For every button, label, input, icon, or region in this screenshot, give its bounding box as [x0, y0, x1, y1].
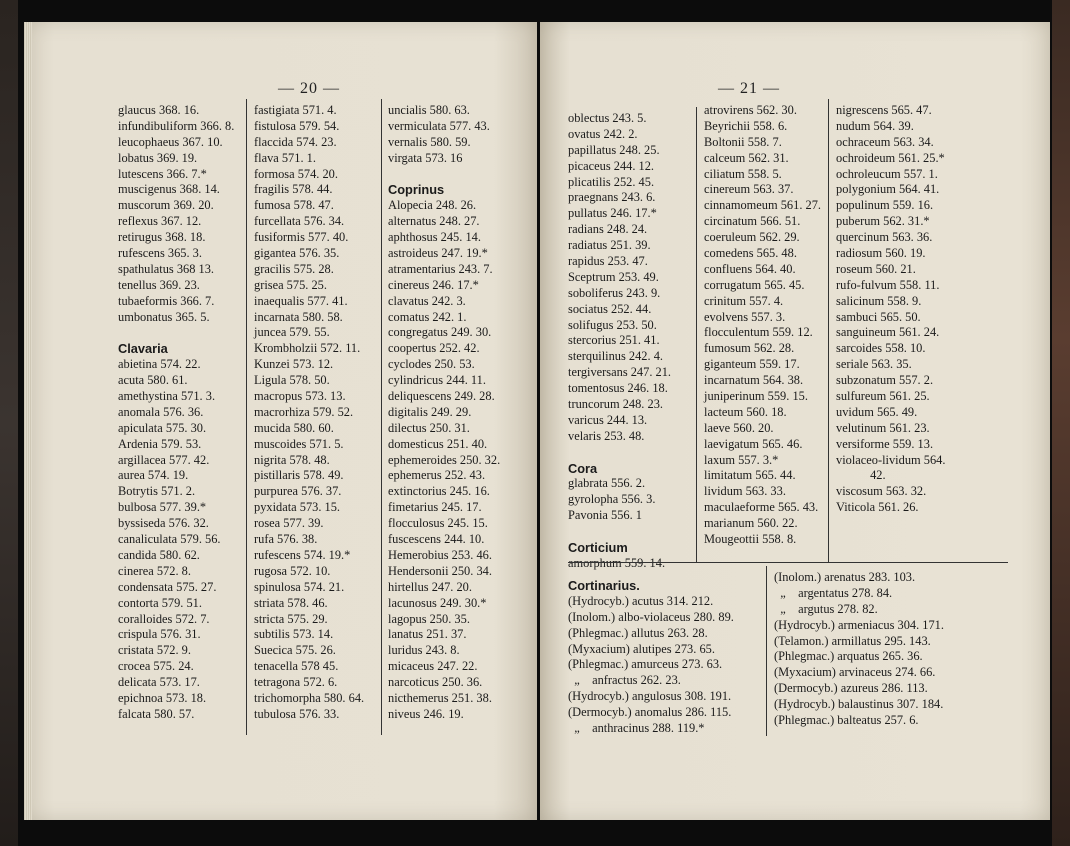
right-page-bottom-left-column — [568, 578, 734, 737]
index-entry: tubulosa 576. 33. — [254, 706, 340, 721]
index-entry: glabrata 556. 2. — [568, 476, 646, 491]
index-entry: „ argutus 278. 82. — [774, 601, 878, 616]
index-entry: delicata 573. 17. — [118, 675, 200, 690]
index-entry: nigrescens 565. 47. — [836, 103, 932, 117]
index-entry: vermiculata 577. 43. — [388, 118, 490, 133]
index-entry: apiculata 575. 30. — [118, 420, 207, 435]
index-entry: cinerea 572. 8. — [118, 563, 191, 578]
index-entry: domesticus 251. 40. — [388, 436, 488, 451]
index-entry: muscorum 369. 20. — [118, 198, 214, 213]
index-entry: violaceo-lividum 564. — [836, 452, 946, 467]
index-entry: varicus 244. 13. — [568, 412, 648, 427]
index-entry: lanatus 251. 37. — [388, 627, 467, 642]
index-entry: sanguineum 561. 24. — [836, 325, 940, 340]
index-entry: cinereum 563. 37. — [704, 182, 794, 197]
index-entry: lagopus 250. 35. — [388, 611, 470, 626]
index-entry: extinctorius 245. 16. — [388, 484, 490, 499]
index-entry: incarnata 580. 58. — [254, 309, 343, 324]
index-entry: seriale 563. 35. — [836, 357, 912, 372]
index-entry: quercinum 563. 36. — [836, 230, 933, 245]
index-entry: alternatus 248. 27. — [388, 214, 480, 229]
index-entry: ephemerus 252. 43. — [388, 468, 486, 483]
index-entry: (Hydrocyb.) balaustinus 307. 184. — [774, 697, 944, 712]
index-entry: plicatilis 252. 45. — [568, 174, 655, 189]
index-entry: Krombholzii 572. 11. — [254, 341, 361, 356]
index-entry: cinnamomeum 561. 27. — [704, 198, 822, 213]
blank-line — [568, 445, 671, 461]
index-entry: flocculentum 559. 12. — [704, 325, 813, 340]
index-entry: salicinum 558. 9. — [836, 293, 922, 308]
index-entry: sarcoides 558. 10. — [836, 341, 926, 356]
index-entry: pistillaris 578. 49. — [254, 468, 344, 483]
index-entry: tetragona 572. 6. — [254, 675, 338, 690]
genus-heading: Coprinus — [388, 182, 445, 198]
index-entry: fusiformis 577. 40. — [254, 230, 349, 245]
index-entry: (Dermocyb.) azureus 286. 113. — [774, 681, 928, 696]
index-entry: juncea 579. 55. — [254, 325, 330, 340]
index-entry: fragilis 578. 44. — [254, 182, 333, 197]
right-page-column-3 — [836, 103, 945, 516]
index-entry: dilectus 250. 31. — [388, 420, 470, 435]
index-entry: praegnans 243. 6. — [568, 190, 656, 205]
index-entry: luridus 243. 8. — [388, 643, 460, 658]
index-entry: spathulatus 368 13. — [118, 261, 215, 276]
index-entry: giganteum 559. 17. — [704, 357, 800, 372]
left-page-column-2 — [254, 103, 364, 723]
index-entry: Hendersonii 250. 34. — [388, 563, 492, 578]
index-entry: glaucus 368. 16. — [118, 103, 200, 117]
index-entry: soboliferus 243. 9. — [568, 285, 661, 300]
index-entry: rosea 577. 39. — [254, 516, 324, 531]
index-entry: vernalis 580. 59. — [388, 134, 471, 149]
index-entry: sociatus 252. 44. — [568, 301, 652, 316]
index-entry: incarnatum 564. 38. — [704, 373, 804, 388]
index-entry: abietina 574. 22. — [118, 357, 201, 372]
index-entry: macropus 573. 13. — [254, 389, 346, 404]
index-entry: tergiversans 247. 21. — [568, 365, 672, 380]
index-entry: lobatus 369. 19. — [118, 150, 198, 165]
index-entry: stercorius 251. 41. — [568, 333, 660, 348]
index-entry: rufo-fulvum 558. 11. — [836, 277, 940, 292]
index-entry: Kunzei 573. 12. — [254, 357, 334, 372]
index-entry: evolvens 557. 3. — [704, 309, 786, 324]
index-entry: striata 578. 46. — [254, 595, 328, 610]
index-entry: rufescens 574. 19.* — [254, 547, 351, 562]
column-divider — [381, 99, 382, 735]
index-entry: Viticola 561. 26. — [836, 500, 919, 515]
index-entry: flocculosus 245. 15. — [388, 516, 488, 531]
index-entry: sambuci 565. 50. — [836, 309, 921, 324]
index-entry: roseum 560. 21. — [836, 261, 916, 276]
book-cover-left — [0, 0, 18, 846]
index-entry: crinitum 557. 4. — [704, 293, 784, 308]
index-entry: „ anthracinus 288. 119.* — [568, 721, 705, 736]
index-entry: ovatus 242. 2. — [568, 126, 638, 141]
index-entry: micaceus 247. 22. — [388, 659, 478, 674]
index-entry: bulbosa 577. 39.* — [118, 500, 207, 515]
index-entry: pyxidata 573. 15. — [254, 500, 341, 515]
index-entry: purpurea 576. 37. — [254, 484, 342, 499]
index-entry: ciliatum 558. 5. — [704, 166, 782, 181]
index-entry: uvidum 565. 49. — [836, 404, 918, 419]
index-entry: ochraceum 563. 34. — [836, 134, 934, 149]
index-entry: hirtellus 247. 20. — [388, 579, 472, 594]
index-entry: maculaeforme 565. 43. — [704, 500, 819, 515]
index-entry: fumosum 562. 28. — [704, 341, 795, 356]
index-entry: limitatum 565. 44. — [704, 468, 796, 483]
index-entry: Ardenia 579. 53. — [118, 436, 202, 451]
index-entry: circinatum 566. 51. — [704, 214, 801, 229]
index-entry: picaceus 244. 12. — [568, 158, 655, 173]
index-entry: cristata 572. 9. — [118, 643, 191, 658]
index-entry: pullatus 246. 17.* — [568, 206, 657, 221]
index-entry: tenacella 578 45. — [254, 659, 339, 674]
index-entry: 42. — [836, 468, 886, 483]
index-entry: radiatus 251. 39. — [568, 238, 651, 253]
index-entry: fimetarius 245. 17. — [388, 500, 482, 515]
index-entry: anomala 576. 36. — [118, 404, 204, 419]
index-entry: solifugus 253. 50. — [568, 317, 657, 332]
genus-heading: Clavaria — [118, 341, 168, 357]
index-entry: crocea 575. 24. — [118, 659, 194, 674]
index-entry: ochroleucum 557. 1. — [836, 166, 938, 181]
index-entry: flaccida 574. 23. — [254, 134, 337, 149]
index-entry: inaequalis 577. 41. — [254, 293, 348, 308]
index-entry: (Dermocyb.) anomalus 286. 115. — [568, 705, 732, 720]
right-page-bottom-right-column — [774, 570, 944, 729]
index-entry: tenellus 369. 23. — [118, 277, 200, 292]
index-entry: sterquilinus 242. 4. — [568, 349, 663, 364]
genus-heading: Corticium — [568, 540, 628, 556]
index-entry: (Inolom.) arenatus 283. 103. — [774, 570, 916, 584]
index-entry: infundibuliform 366. 8. — [118, 118, 235, 133]
right-page-column-1 — [568, 111, 671, 572]
index-entry: confluens 564. 40. — [704, 261, 796, 276]
index-entry: Beyrichii 558. 6. — [704, 118, 788, 133]
index-entry: muscoides 571. 5. — [254, 436, 344, 451]
index-entry: candida 580. 62. — [118, 547, 200, 562]
index-entry: (Myxacium) arvinaceus 274. 66. — [774, 665, 936, 680]
column-divider — [828, 99, 829, 562]
index-entry: (Phlegmac.) arquatus 265. 36. — [774, 649, 923, 664]
index-entry: Suecica 575. 26. — [254, 643, 336, 658]
index-entry: versiforme 559. 13. — [836, 436, 934, 451]
index-entry: (Hydrocyb.) armeniacus 304. 171. — [774, 617, 944, 632]
index-entry: (Hydrocyb.) acutus 314. 212. — [568, 593, 714, 608]
index-entry: atrovirens 562. 30. — [704, 103, 797, 117]
index-entry: rufa 576. 38. — [254, 532, 318, 547]
index-entry: epichnoa 573. 18. — [118, 690, 207, 705]
index-entry: nigrita 578. 48. — [254, 452, 330, 467]
index-entry: comatus 242. 1. — [388, 309, 467, 324]
index-entry: oblectus 243. 5. — [568, 111, 647, 125]
index-entry: trichomorpha 580. 64. — [254, 690, 365, 705]
index-entry: papillatus 248. 25. — [568, 142, 660, 157]
index-entry: formosa 574. 20. — [254, 166, 338, 181]
index-entry: gracilis 575. 28. — [254, 261, 334, 276]
index-entry: argillacea 577. 42. — [118, 452, 210, 467]
index-entry: congregatus 249. 30. — [388, 325, 492, 340]
index-entry: grisea 575. 25. — [254, 277, 327, 292]
index-entry: mucida 580. 60. — [254, 420, 334, 435]
index-entry: clavatus 242. 3. — [388, 293, 466, 308]
index-entry: lutescens 366. 7.* — [118, 166, 207, 181]
index-entry: retirugus 368. 18. — [118, 230, 206, 245]
index-entry: laeve 560. 20. — [704, 420, 774, 435]
index-entry: velaris 253. 48. — [568, 428, 645, 443]
index-entry: tomentosus 246. 18. — [568, 381, 668, 396]
index-entry: subzonatum 557. 2. — [836, 373, 934, 388]
genus-heading: Cortinarius. — [568, 578, 640, 593]
index-entry: aphthosus 245. 14. — [388, 230, 481, 245]
index-entry: comedens 565. 48. — [704, 246, 797, 261]
index-entry: Sceptrum 253. 49. — [568, 269, 659, 284]
column-divider — [246, 99, 247, 735]
index-entry: radians 248. 24. — [568, 222, 648, 237]
column-divider — [766, 566, 767, 736]
index-entry: truncorum 248. 23. — [568, 397, 663, 412]
index-entry: Ligula 578. 50. — [254, 373, 330, 388]
index-entry: gigantea 576. 35. — [254, 246, 340, 261]
index-entry: gyrolopha 556. 3. — [568, 492, 656, 507]
index-entry: fuscescens 244. 10. — [388, 532, 485, 547]
index-entry: lacteum 560. 18. — [704, 404, 787, 419]
index-entry: coralloides 572. 7. — [118, 611, 210, 626]
index-entry: leucophaeus 367. 10. — [118, 134, 223, 149]
index-entry: narcoticus 250. 36. — [388, 675, 483, 690]
index-entry: lacunosus 249. 30.* — [388, 595, 487, 610]
index-entry: populinum 559. 16. — [836, 198, 934, 213]
index-entry: (Myxacium) alutipes 273. 65. — [568, 641, 715, 656]
index-entry: uncialis 580. 63. — [388, 103, 470, 117]
index-entry: fistulosa 579. 54. — [254, 118, 340, 133]
right-page-column-2 — [704, 103, 821, 548]
index-entry: umbonatus 365. 5. — [118, 309, 210, 324]
right-page-number: — 21 — — [718, 80, 780, 97]
index-entry: corrugatum 565. 45. — [704, 277, 805, 292]
index-entry: Alopecia 248. 26. — [388, 198, 477, 213]
index-entry: coopertus 252. 42. — [388, 341, 480, 356]
section-rule — [568, 562, 1008, 563]
index-entry: (Phlegmac.) amurceus 273. 63. — [568, 657, 723, 672]
index-entry: stricta 575. 29. — [254, 611, 328, 626]
index-entry: flava 571. 1. — [254, 150, 316, 165]
index-entry: (Phlegmac.) allutus 263. 28. — [568, 625, 708, 640]
index-entry: laxum 557. 3.* — [704, 452, 779, 467]
index-entry: juniperinum 559. 15. — [704, 389, 808, 404]
column-divider — [696, 107, 697, 562]
index-entry: rapidus 253. 47. — [568, 254, 648, 269]
index-entry: canaliculata 579. 56. — [118, 532, 221, 547]
book-cover-right — [1052, 0, 1070, 846]
genus-heading: Cora — [568, 460, 598, 476]
index-entry: cinereus 246. 17.* — [388, 277, 479, 292]
index-entry: Pavonia 556. 1 — [568, 508, 642, 523]
page-edge-stack — [24, 22, 32, 820]
index-entry: coeruleum 562. 29. — [704, 230, 800, 245]
index-entry: tubaeformis 366. 7. — [118, 293, 215, 308]
index-entry: rufescens 365. 3. — [118, 246, 202, 261]
index-entry: macrorhiza 579. 52. — [254, 404, 354, 419]
index-entry: viscosum 563. 32. — [836, 484, 927, 499]
index-entry: nicthemerus 251. 38. — [388, 690, 492, 705]
index-entry: niveus 246. 19. — [388, 706, 464, 721]
index-entry: cylindricus 244. 11. — [388, 373, 486, 388]
index-entry: marianum 560. 22. — [704, 516, 798, 531]
index-entry: ochroideum 561. 25.* — [836, 150, 945, 165]
index-entry: calceum 562. 31. — [704, 150, 789, 165]
index-entry: cyclodes 250. 53. — [388, 357, 475, 372]
index-entry: lividum 563. 33. — [704, 484, 786, 499]
index-entry: atramentarius 243. 7. — [388, 261, 493, 276]
index-entry: reflexus 367. 12. — [118, 214, 202, 229]
index-entry: Boltonii 558. 7. — [704, 134, 782, 149]
index-entry: condensata 575. 27. — [118, 579, 217, 594]
index-entry: Hemerobius 253. 46. — [388, 547, 492, 562]
index-entry: virgata 573. 16 — [388, 150, 463, 165]
index-entry: puberum 562. 31.* — [836, 214, 930, 229]
index-entry: amethystina 571. 3. — [118, 389, 216, 404]
index-entry: digitalis 249. 29. — [388, 404, 472, 419]
index-entry: radiosum 560. 19. — [836, 246, 926, 261]
index-entry: fumosa 578. 47. — [254, 198, 334, 213]
index-entry: „ anfractus 262. 23. — [568, 673, 681, 688]
index-entry: velutinum 561. 23. — [836, 420, 930, 435]
index-entry: muscigenus 368. 14. — [118, 182, 220, 197]
index-entry: furcellata 576. 34. — [254, 214, 345, 229]
blank-line — [118, 325, 234, 341]
index-entry: polygonium 564. 41. — [836, 182, 940, 197]
index-entry: Mougeottii 558. 8. — [704, 532, 797, 547]
index-entry: spinulosa 574. 21. — [254, 579, 345, 594]
left-page-column-1 — [118, 103, 234, 723]
index-entry: ephemeroides 250. 32. — [388, 452, 501, 467]
index-entry: astroideus 247. 19.* — [388, 246, 488, 261]
left-page-column-3 — [388, 103, 500, 723]
index-entry: laevigatum 565. 46. — [704, 436, 803, 451]
index-entry: nudum 564. 39. — [836, 118, 914, 133]
index-entry: falcata 580. 57. — [118, 706, 195, 721]
blank-line — [568, 524, 671, 540]
index-entry: sulfureum 561. 25. — [836, 389, 930, 404]
index-entry: byssiseda 576. 32. — [118, 516, 209, 531]
index-entry: Botrytis 571. 2. — [118, 484, 196, 499]
blank-line — [388, 167, 500, 183]
index-entry — [568, 556, 671, 572]
index-entry: (Phlegmac.) balteatus 257. 6. — [774, 713, 919, 728]
index-entry: subtilis 573. 14. — [254, 627, 334, 642]
index-entry: fastigiata 571. 4. — [254, 103, 337, 117]
index-entry: acuta 580. 61. — [118, 373, 188, 388]
left-page-number: — 20 — — [278, 80, 340, 97]
index-entry: deliquescens 249. 28. — [388, 389, 495, 404]
index-entry: (Hydrocyb.) angulosus 308. 191. — [568, 689, 732, 704]
index-entry: contorta 579. 51. — [118, 595, 202, 610]
index-entry: crispula 576. 31. — [118, 627, 201, 642]
index-entry: (Telamon.) armillatus 295. 143. — [774, 633, 931, 648]
index-entry: „ argentatus 278. 84. — [774, 585, 893, 600]
index-entry: aurea 574. 19. — [118, 468, 189, 483]
index-entry: rugosa 572. 10. — [254, 563, 331, 578]
index-entry: (Inolom.) albo-violaceus 280. 89. — [568, 609, 734, 624]
